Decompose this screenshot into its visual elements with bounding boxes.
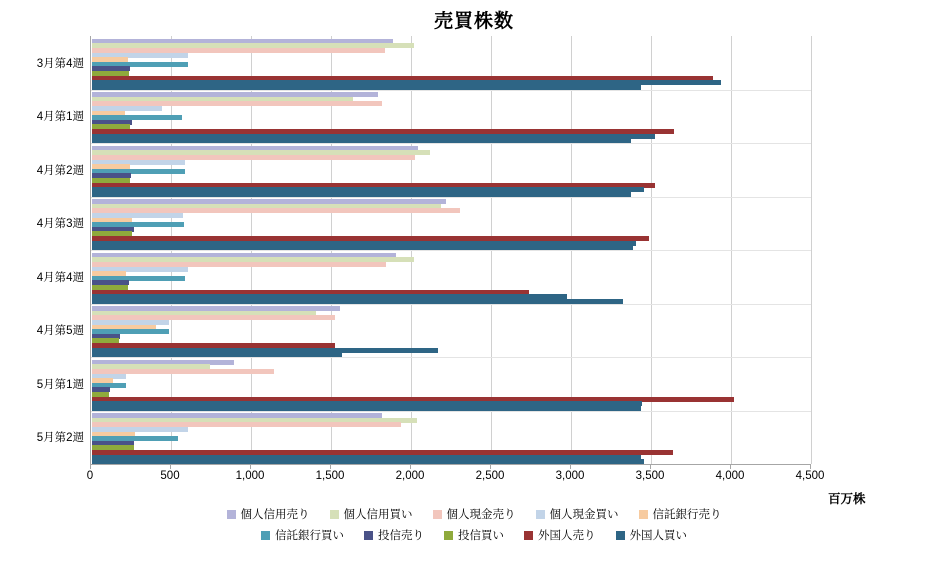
y-axis-tick-label: 4月第3週 [36, 218, 84, 231]
legend-label: 個人現金買い [549, 509, 619, 521]
legend-swatch-icon [524, 531, 533, 540]
legend-swatch-icon [433, 510, 442, 519]
y-axis-tick-label: 5月第1週 [36, 378, 84, 391]
y-axis-tick-label: 4月第1週 [36, 111, 84, 124]
y-axis-tick-label: 4月第2週 [36, 164, 84, 177]
legend-item[interactable] [639, 506, 722, 522]
legend-label: 個人信用買い [343, 509, 413, 521]
x-axis-tick-label: 3,500 [635, 470, 665, 482]
legend-label: 投信売り [378, 530, 424, 542]
legend-swatch-icon [536, 510, 545, 519]
legend-swatch-icon [639, 510, 648, 519]
x-axis-tick-label: 4,000 [715, 470, 745, 482]
x-axis-tick-mark [810, 464, 811, 469]
legend-label: 投信買い [458, 530, 504, 542]
legend-item[interactable] [536, 506, 619, 522]
x-axis-tick-mark [410, 464, 411, 469]
category-separator [91, 411, 811, 412]
legend-swatch-icon [444, 531, 453, 540]
legend-label: 外国人売り [538, 530, 596, 542]
x-axis-tick-label: 1,500 [315, 470, 345, 482]
plot-area [90, 36, 811, 465]
legend-item[interactable] [444, 527, 504, 543]
legend-item[interactable] [616, 527, 688, 543]
category-separator [91, 304, 811, 305]
legend-swatch-icon [616, 531, 625, 540]
x-axis-tick-label: 2,500 [475, 470, 505, 482]
x-axis-tick-mark [570, 464, 571, 469]
y-axis-labels [0, 36, 84, 464]
x-axis-tick-mark [490, 464, 491, 469]
legend-label: 個人現金売り [446, 509, 516, 521]
legend-label: 外国人買い [629, 530, 687, 542]
x-axis-tick-label: 0 [86, 470, 94, 482]
y-axis-tick-label: 4月第5週 [36, 325, 84, 338]
x-axis-tick-label: 3,000 [555, 470, 585, 482]
legend-item[interactable] [364, 527, 424, 543]
legend-label: 信託銀行買い [275, 530, 344, 542]
category-separator [91, 357, 811, 358]
category-separator [91, 143, 811, 144]
x-axis-tick-label: 4,500 [795, 470, 825, 482]
y-axis-tick-label: 3月第4週 [36, 57, 84, 70]
category-separator [91, 197, 811, 198]
chart-title: 売買株数 [433, 11, 514, 32]
y-axis-tick-label: 5月第2週 [36, 432, 84, 445]
x-axis-tick-mark [90, 464, 91, 469]
legend-item[interactable] [261, 527, 344, 543]
legend-item[interactable] [330, 506, 413, 522]
x-axis-tick-mark [250, 464, 251, 469]
x-axis-tick-mark [650, 464, 651, 469]
legend-swatch-icon [330, 510, 339, 519]
x-axis-title: 百万株 [828, 492, 866, 506]
legend-row [0, 527, 948, 543]
gridline [811, 36, 812, 464]
category-separator [91, 250, 811, 251]
category-separator [91, 90, 811, 91]
x-axis-tick-mark [330, 464, 331, 469]
legend-label: 信託銀行売り [652, 509, 722, 521]
legend-item[interactable] [227, 506, 310, 522]
legend-label: 個人信用売り [240, 509, 310, 521]
x-axis-tick-label: 500 [160, 470, 180, 482]
legend-item[interactable] [433, 506, 516, 522]
bar [92, 459, 644, 464]
legend-swatch-icon [364, 531, 373, 540]
y-axis-tick-label: 4月第4週 [36, 271, 84, 284]
chart-legend [0, 506, 948, 548]
x-axis-tick-mark [170, 464, 171, 469]
legend-swatch-icon [227, 510, 236, 519]
legend-swatch-icon [261, 531, 270, 540]
x-axis-tick-label: 1,000 [235, 470, 265, 482]
x-axis-tick-label: 2,000 [395, 470, 425, 482]
x-axis-tick-mark [730, 464, 731, 469]
legend-item[interactable] [524, 527, 596, 543]
legend-row [0, 506, 948, 522]
